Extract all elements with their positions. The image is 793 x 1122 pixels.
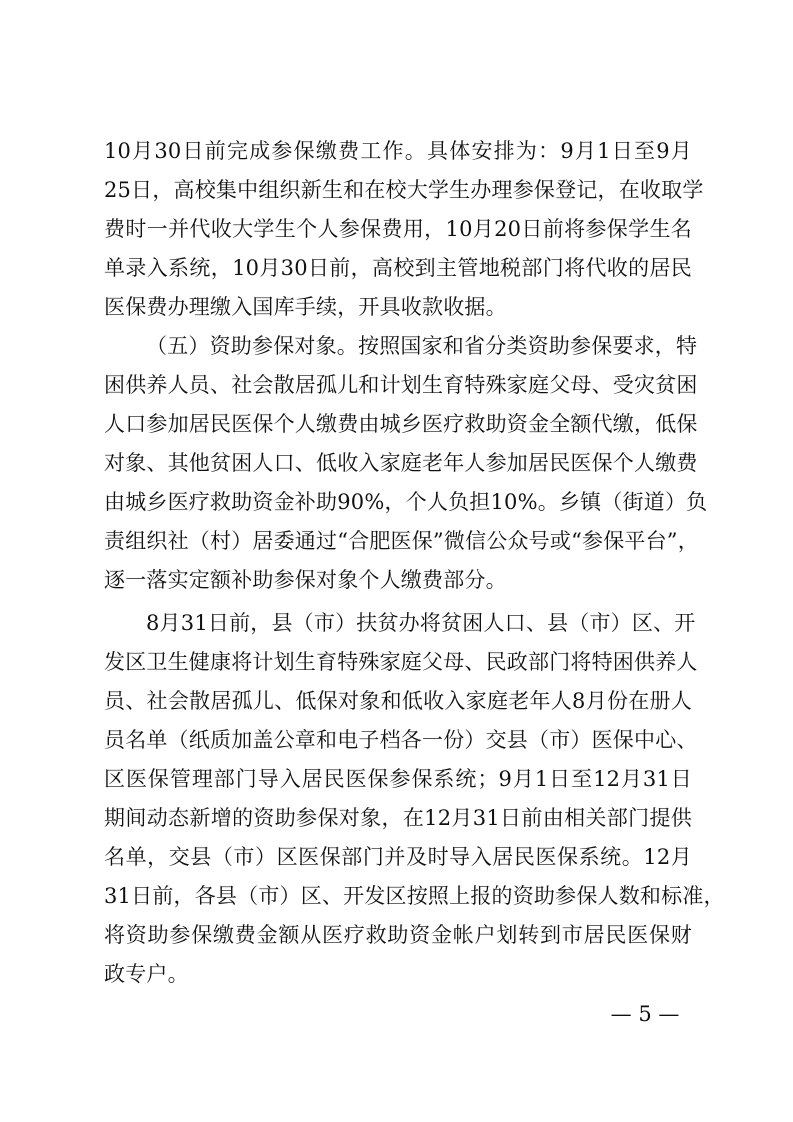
text-line: 责组织社（村）居委通过“合肥医保”微信公众号或“参保平台”， — [104, 529, 699, 553]
text-line: 困供养人员、社会散居孤儿和计划生育特殊家庭父母、受灾贫困 — [104, 373, 698, 397]
paragraph-first-line: 8月31日前，县（市）扶贫办将贫困人口、县（市）区、开 — [146, 611, 696, 635]
text-line: 人口参加居民医保个人缴费由城乡医疗救助资金全额代缴，低保 — [104, 412, 698, 436]
text-line: 员名单（纸质加盖公章和电子档各一份）交县（市）医保中心、 — [104, 728, 698, 752]
section-heading-line: （五）资助参保对象。按照国家和省分类资助参保要求，特 — [146, 334, 698, 358]
text-line: 将资助参保缴费金额从医疗救助资金帐户划转到市居民医保财 — [104, 923, 692, 947]
text-line: 政专户。 — [104, 962, 189, 986]
text-line: 逐一落实定额补助参保对象个人缴费部分。 — [104, 568, 507, 592]
text-line: 名单，交县（市）区医保部门并及时导入居民医保系统。12月 — [104, 845, 692, 869]
text-line: 31日前，各县（市）区、开发区按照上报的资助参保人数和标准， — [104, 884, 725, 908]
text-line: 单录入系统，10月30日前，高校到主管地税部门将代收的居民 — [104, 256, 692, 280]
text-line: 25日，高校集中组织新生和在校大学生办理参保登记，在收取学 — [104, 178, 704, 202]
text-line: 医保费办理缴入国库手续，开具收款收据。 — [104, 295, 507, 319]
text-line: 10月30日前完成参保缴费工作。具体安排为：9月1日至9月 — [104, 139, 692, 163]
text-line: 发区卫生健康将计划生育特殊家庭父母、民政部门将特困供养人 — [104, 650, 698, 674]
text-line: 期间动态新增的资助参保对象，在12月31日前由相关部门提供 — [104, 806, 692, 830]
text-line: 区医保管理部门导入居民医保参保系统；9月1日至12月31日 — [104, 767, 692, 791]
text-line: 员、社会散居孤儿、低保对象和低收入家庭老年人8月份在册人 — [104, 689, 692, 713]
text-line: 对象、其他贫困人口、低收入家庭老年人参加居民医保个人缴费 — [104, 451, 698, 475]
text-line: 由城乡医疗救助资金补助90%，个人负担10%。乡镇（街道）负 — [104, 490, 708, 514]
page-number: — 5 — — [610, 1002, 680, 1026]
text-line: 费时一并代收大学生个人参保费用，10月20日前将参保学生名 — [104, 217, 692, 241]
